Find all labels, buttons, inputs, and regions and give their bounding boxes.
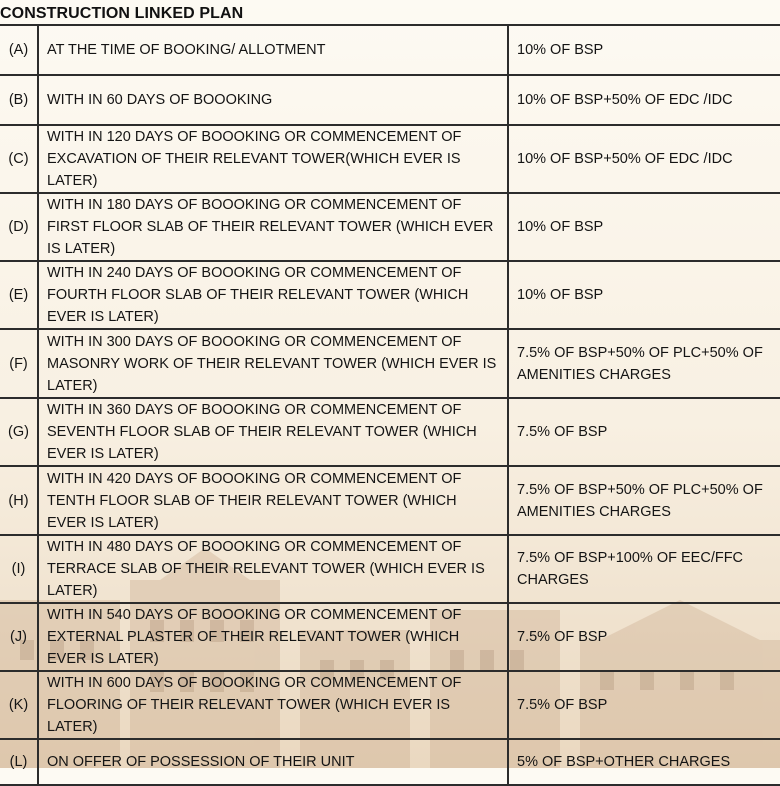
milestone-cell: WITH IN 240 DAYS OF BOOOKING OR COMMENCEMENT OF FOURTH FLOOR SLAB OF THEIR RELEVANT TOWER (WHICH EVER IS LATER) — [38, 261, 508, 329]
row-code: (G) — [0, 398, 38, 466]
plan-title: CONSTRUCTION LINKED PLAN — [0, 5, 244, 22]
payment-cell: 7.5% OF BSP+50% OF PLC+50% OF AMENITIES CHARGES — [508, 466, 780, 535]
payment-cell: 7.5% OF BSP — [508, 603, 780, 671]
table-row — [0, 398, 780, 466]
milestone-cell: WITH IN 180 DAYS OF BOOOKING OR COMMENCEMENT OF FIRST FLOOR SLAB OF THEIR RELEVANT TOWER (WHICH EVER IS LATER) — [38, 193, 508, 261]
payment-cell: 10% OF BSP — [508, 193, 780, 261]
row-code: (K) — [0, 671, 38, 739]
row-code: (L) — [0, 739, 38, 785]
payment-cell: 10% OF BSP — [508, 261, 780, 329]
milestone-cell: WITH IN 420 DAYS OF BOOOKING OR COMMENCEMENT OF TENTH FLOOR SLAB OF THEIR RELEVANT TOWER (WHICH EVER IS LATER) — [38, 466, 508, 535]
payment-cell: 10% OF BSP+50% OF EDC /IDC — [508, 75, 780, 125]
payment-cell: 10% OF BSP+50% OF EDC /IDC — [508, 125, 780, 193]
row-code: (F) — [0, 329, 38, 398]
payment-plan-table — [0, 24, 780, 786]
table-row — [0, 535, 780, 603]
milestone-cell: WITH IN 600 DAYS OF BOOOKING OR COMMENCEMENT OF FLOORING OF THEIR RELEVANT TOWER (WHICH EVER IS LATER) — [38, 671, 508, 739]
milestone-cell: WITH IN 300 DAYS OF BOOOKING OR COMMENCEMENT OF MASONRY WORK OF THEIR RELEVANT TOWER (WHICH EVER IS LATER) — [38, 329, 508, 398]
payment-cell: 7.5% OF BSP+100% OF EEC/FFC CHARGES — [508, 535, 780, 603]
row-code: (D) — [0, 193, 38, 261]
row-code: (B) — [0, 75, 38, 125]
milestone-cell: ON OFFER OF POSSESSION OF THEIR UNIT — [38, 739, 508, 785]
payment-cell: 7.5% OF BSP+50% OF PLC+50% OF AMENITIES CHARGES — [508, 329, 780, 398]
table-row — [0, 603, 780, 671]
row-code: (C) — [0, 125, 38, 193]
table-row — [0, 125, 780, 193]
milestone-cell: WITH IN 360 DAYS OF BOOOKING OR COMMENCEMENT OF SEVENTH FLOOR SLAB OF THEIR RELEVANT TOWER (WHICH EVER IS LATER) — [38, 398, 508, 466]
table-row — [0, 329, 780, 398]
table-row — [0, 671, 780, 739]
milestone-cell: WITH IN 540 DAYS OF BOOOKING OR COMMENCEMENT OF EXTERNAL PLASTER OF THEIR RELEVANT TOWER (WHICH EVER IS LATER) — [38, 603, 508, 671]
row-code: (J) — [0, 603, 38, 671]
payment-cell: 5% OF BSP+OTHER CHARGES — [508, 739, 780, 785]
table-row — [0, 739, 780, 785]
milestone-cell: WITH IN 60 DAYS OF BOOOKING — [38, 75, 508, 125]
table-row — [0, 75, 780, 125]
milestone-cell: WITH IN 480 DAYS OF BOOOKING OR COMMENCEMENT OF TERRACE SLAB OF THEIR RELEVANT TOWER (WHICH EVER IS LATER) — [38, 535, 508, 603]
table-row — [0, 193, 780, 261]
row-code: (H) — [0, 466, 38, 535]
milestone-cell: WITH IN 120 DAYS OF BOOOKING OR COMMENCEMENT OF EXCAVATION OF THEIR RELEVANT TOWER(WHICH EVER IS LATER) — [38, 125, 508, 193]
payment-cell: 7.5% OF BSP — [508, 671, 780, 739]
table-row — [0, 25, 780, 75]
row-code: (E) — [0, 261, 38, 329]
row-code: (A) — [0, 25, 38, 75]
payment-cell: 10% OF BSP — [508, 25, 780, 75]
table-row — [0, 261, 780, 329]
payment-cell: 7.5% OF BSP — [508, 398, 780, 466]
milestone-cell: AT THE TIME OF BOOKING/ ALLOTMENT — [38, 25, 508, 75]
row-code: (I) — [0, 535, 38, 603]
table-row — [0, 466, 780, 535]
